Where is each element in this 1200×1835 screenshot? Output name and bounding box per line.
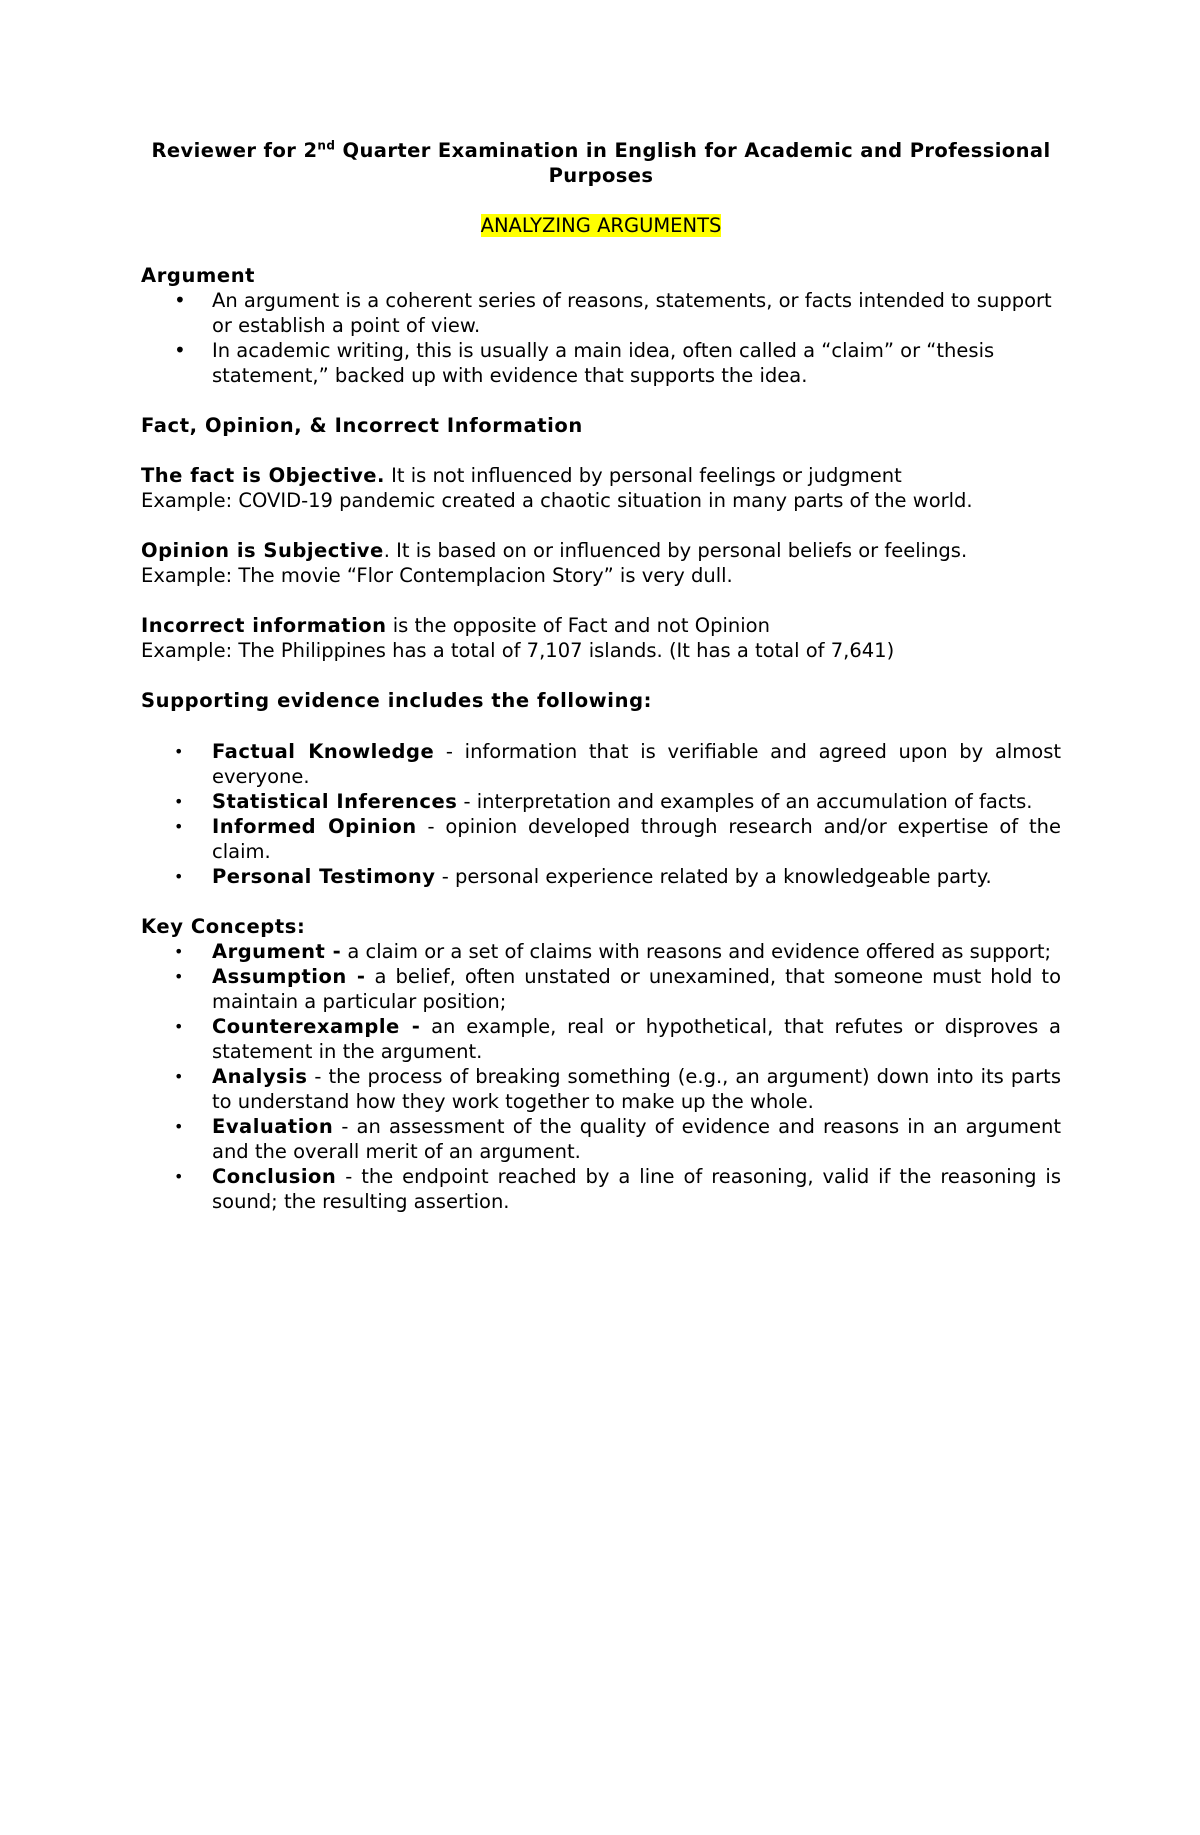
bullet-icon: •	[174, 1167, 184, 1186]
bullet-icon: •	[174, 1067, 184, 1086]
description: - the endpoint reached by a line of reasoning, valid if the reasoning is sound; the resulting assertion.	[212, 1165, 1061, 1213]
key-concepts-list	[141, 939, 1061, 1214]
list-item	[141, 964, 1061, 1014]
incorrect-text: is the opposite of Fact and not Opinion	[386, 614, 770, 637]
fact-opinion-heading: Fact, Opinion, & Incorrect Information	[141, 414, 583, 437]
list-item	[141, 939, 1061, 964]
description: - personal experience related by a knowledgeable party.	[435, 865, 992, 888]
term: Factual Knowledge	[212, 740, 435, 763]
list-item	[141, 288, 1061, 338]
fact-example: Example: COVID-19 pandemic created a chaotic situation in many parts of the world.	[141, 489, 973, 512]
bullet-icon: •	[174, 967, 184, 986]
description: - the process of breaking something (e.g., an argument) down into its parts to understand how they work together to make up the whole.	[212, 1065, 1061, 1113]
term: Analysis	[212, 1065, 308, 1088]
section-heading-text: ANALYZING ARGUMENTS	[480, 214, 722, 237]
list-item	[141, 1164, 1061, 1214]
description: a claim or a set of claims with reasons and evidence offered as support;	[341, 940, 1052, 963]
opinion-definition	[141, 538, 1061, 563]
description: - information that is verifiable and agreed upon by almost everyone.	[212, 740, 1062, 788]
title-suffix: Quarter Examination in English for Academic and Professional Purposes	[335, 139, 1051, 187]
evidence-list	[141, 739, 1061, 889]
incorrect-example: Example: The Philippines has a total of 7,107 islands. (It has a total of 7,641)	[141, 639, 895, 662]
bullet-icon: •	[174, 867, 184, 886]
title-prefix: Reviewer for 2	[151, 139, 318, 162]
term: Assumption -	[212, 965, 366, 988]
term: Argument -	[212, 940, 342, 963]
section-heading	[141, 213, 1061, 238]
term: Informed Opinion	[212, 815, 417, 838]
description: - opinion developed through research and/or expertise of the claim.	[212, 815, 1061, 863]
list-item	[141, 814, 1061, 864]
bullet-icon: •	[174, 1117, 184, 1136]
bullet-icon: •	[174, 742, 184, 761]
opinion-text: . It is based on or influenced by personal beliefs or feelings.	[383, 539, 968, 562]
description: - an assessment of the quality of evidence and reasons in an argument and the overall merit of an argument.	[212, 1115, 1061, 1163]
term: Personal Testimony	[212, 865, 436, 888]
list-item-text: An argument is a coherent series of reasons, statements, or facts intended to support or establish a point of view.	[212, 289, 1052, 337]
list-item-text: In academic writing, this is usually a main idea, often called a “claim” or “thesis statement,” backed up with evidence that supports the idea.	[212, 339, 995, 387]
argument-bullet-list	[141, 288, 1061, 388]
description: a belief, often unstated or unexamined, that someone must hold to maintain a particular position;	[212, 965, 1062, 1013]
list-item	[141, 739, 1061, 789]
term: Evaluation	[212, 1115, 334, 1138]
bullet-icon: •	[174, 817, 184, 836]
list-item	[141, 338, 1061, 388]
list-item	[141, 789, 1061, 814]
fact-text: It is not influenced by personal feelings or judgment	[384, 464, 902, 487]
incorrect-definition	[141, 613, 1061, 638]
bullet-icon: •	[174, 1017, 184, 1036]
fact-definition	[141, 463, 1061, 488]
list-item	[141, 1064, 1061, 1114]
evidence-heading: Supporting evidence includes the following:	[141, 689, 653, 712]
description: an example, real or hypothetical, that refutes or disproves a statement in the argument.	[212, 1015, 1062, 1063]
title-superscript: nd	[317, 138, 336, 153]
bullet-icon: •	[174, 942, 184, 961]
list-item	[141, 1114, 1061, 1164]
opinion-example: Example: The movie “Flor Contemplacion Story” is very dull.	[141, 564, 733, 587]
list-item	[141, 1014, 1061, 1064]
term: Counterexample -	[212, 1015, 421, 1038]
argument-heading: Argument	[141, 264, 256, 287]
term: Conclusion	[212, 1165, 337, 1188]
bullet-icon: •	[174, 288, 186, 312]
description: - interpretation and examples of an accumulation of facts.	[457, 790, 1033, 813]
key-concepts-heading: Key Concepts:	[141, 915, 306, 938]
opinion-term: Opinion is Subjective	[141, 539, 384, 562]
fact-term: The fact is Objective.	[141, 464, 385, 487]
bullet-icon: •	[174, 792, 184, 811]
list-item	[141, 864, 1061, 889]
document-title	[141, 138, 1061, 188]
incorrect-term: Incorrect information	[141, 614, 387, 637]
bullet-icon: •	[174, 338, 186, 362]
document-body	[141, 138, 1061, 1214]
term: Statistical Inferences	[212, 790, 458, 813]
